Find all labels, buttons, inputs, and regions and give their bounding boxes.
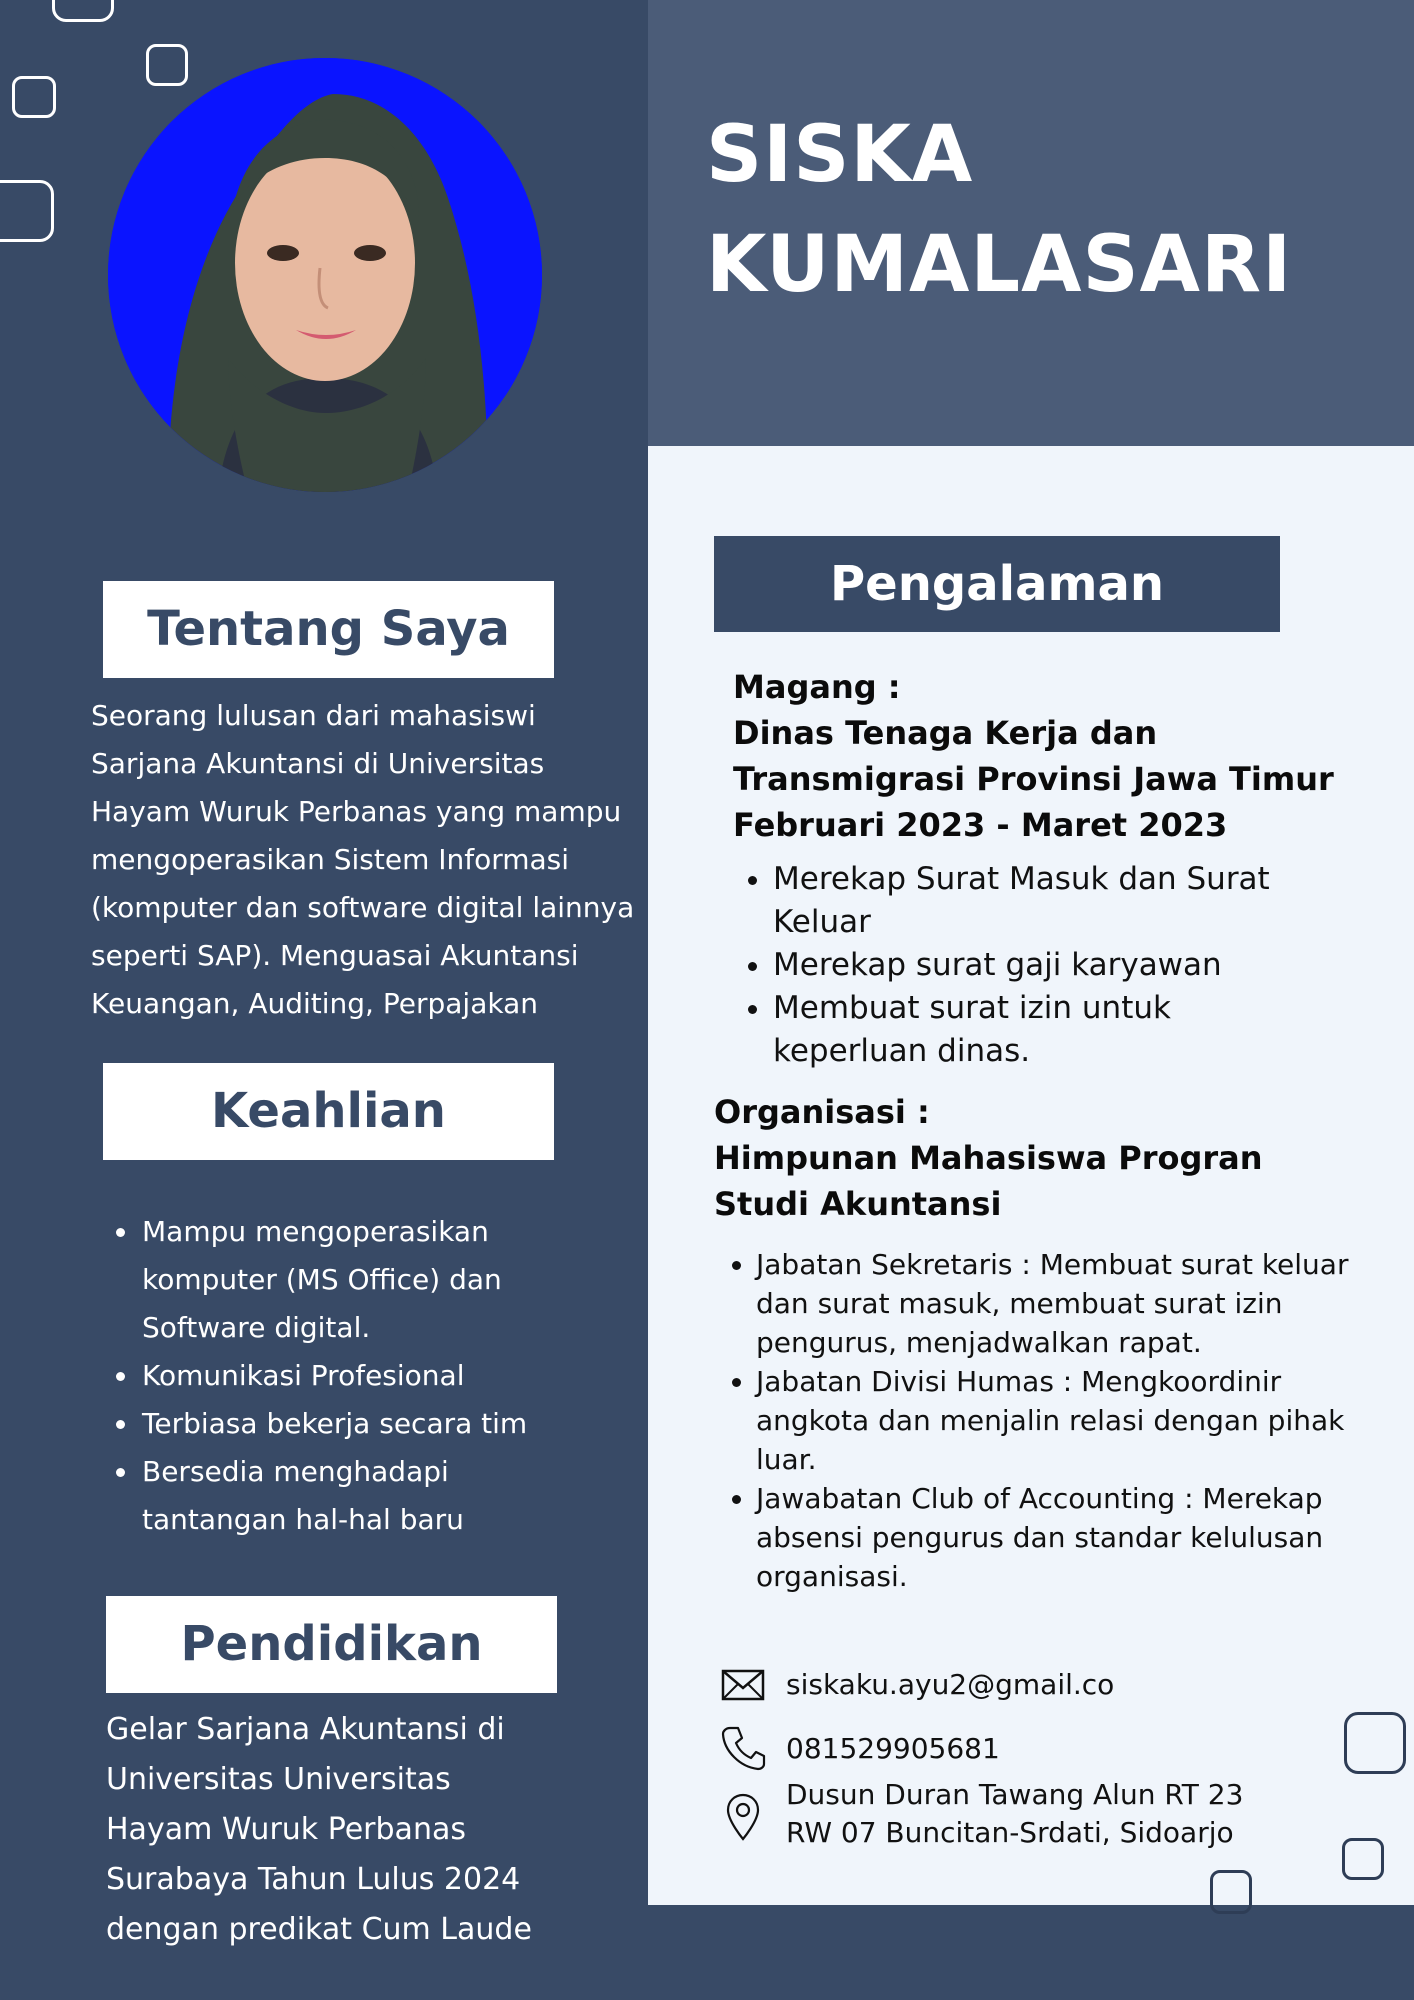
decorative-square: [52, 0, 114, 22]
skills-heading: Keahlian: [211, 1083, 446, 1139]
phone-text[interactable]: 081529905681: [786, 1732, 1000, 1765]
organization-label: Organisasi :: [714, 1093, 930, 1131]
skills-heading-box: [103, 1063, 554, 1160]
education-line: dengan predikat Cum Laude: [106, 1912, 532, 1947]
decorative-square: [12, 76, 56, 118]
education-line: Universitas Universitas: [106, 1762, 451, 1797]
first-name: SISKA: [706, 110, 974, 200]
education-line: Hayam Wuruk Perbanas: [106, 1812, 466, 1847]
about-line: Keuangan, Auditing, Perpajakan: [91, 987, 538, 1020]
organization-name: Studi Akuntansi: [714, 1185, 1002, 1223]
about-line: Sarjana Akuntansi di Universitas: [91, 747, 545, 780]
decorative-square: [0, 180, 54, 242]
task-item: • Merekap Surat Masuk dan Surat Keluar: [773, 858, 1333, 944]
education-line: Gelar Sarjana Akuntansi di: [106, 1712, 505, 1747]
contact-phone: [718, 1722, 1000, 1772]
about-line: Hayam Wuruk Perbanas yang mampu: [91, 795, 622, 828]
skill-item: • Bersedia menghadapi tantangan hal-hal baru: [140, 1448, 580, 1544]
internship-org: Transmigrasi Provinsi Jawa Timur: [733, 760, 1334, 798]
task-item: • Membuat surat izin untuk keperluan dinas.: [773, 987, 1333, 1073]
address-line: RW 07 Buncitan-Srdati, Sidoarjo: [786, 1816, 1234, 1849]
contact-email: [718, 1660, 1114, 1710]
organization-block: [714, 1089, 1364, 1227]
education-text: [106, 1705, 626, 1955]
organization-roles: [716, 1245, 1392, 1596]
role-item: • Jabatan Sekretaris : Membuat surat keluar dan surat masuk, membuat surat izin pengurus, menjadwalkan rapat.: [756, 1245, 1392, 1362]
about-text: [91, 692, 651, 1028]
internship-org: Dinas Tenaga Kerja dan: [733, 714, 1158, 752]
about-line: seperti SAP). Menguasai Akuntansi: [91, 939, 579, 972]
decorative-square: [146, 44, 188, 86]
phone-icon: [718, 1722, 768, 1772]
internship-period: Februari 2023 - Maret 2023: [733, 806, 1228, 844]
internship-tasks: [733, 858, 1333, 1073]
decorative-square: [1342, 1838, 1384, 1880]
skill-item: • Mampu mengoperasikan komputer (MS Office) dan Software digital.: [140, 1208, 580, 1352]
skill-item: • Terbiasa bekerja secara tim: [140, 1400, 580, 1448]
full-name: [706, 100, 1292, 320]
about-line: mengoperasikan Sistem Informasi: [91, 843, 570, 876]
profile-photo: [108, 58, 542, 492]
task-item: • Merekap surat gaji karyawan: [773, 944, 1333, 987]
education-heading: Pendidikan: [180, 1616, 483, 1672]
internship-label: Magang :: [733, 668, 901, 706]
address-line: Dusun Duran Tawang Alun RT 23: [786, 1778, 1244, 1811]
about-line: (komputer dan software digital lainnya: [91, 891, 635, 924]
address-text: [786, 1776, 1243, 1852]
mail-icon: [718, 1660, 768, 1710]
email-text[interactable]: siskaku.ayu2@gmail.co: [786, 1668, 1115, 1701]
decorative-square: [1210, 1870, 1252, 1914]
experience-heading: Pengalaman: [829, 556, 1165, 612]
about-heading: Tentang Saya: [147, 601, 510, 657]
location-pin-icon: [718, 1792, 768, 1842]
portrait-illustration: [108, 58, 542, 492]
about-line: Seorang lulusan dari mahasiswi: [91, 699, 536, 732]
decorative-square: [1344, 1712, 1406, 1774]
skills-list: [92, 1208, 580, 1544]
experience-heading-box: [714, 536, 1280, 632]
education-line: Surabaya Tahun Lulus 2024: [106, 1862, 521, 1897]
last-name: KUMALASARI: [706, 220, 1293, 310]
internship-block: [733, 664, 1383, 848]
about-heading-box: [103, 581, 554, 678]
role-item: • Jawabatan Club of Accounting : Merekap absensi pengurus dan standar kelulusan organisasi.: [756, 1479, 1392, 1596]
education-heading-box: [106, 1596, 557, 1693]
contact-address: [718, 1776, 1243, 1852]
skill-item: • Komunikasi Profesional: [140, 1352, 580, 1400]
organization-name: Himpunan Mahasiswa Progran: [714, 1139, 1263, 1177]
role-item: • Jabatan Divisi Humas : Mengkoordinir angkota dan menjalin relasi dengan pihak luar.: [756, 1362, 1392, 1479]
